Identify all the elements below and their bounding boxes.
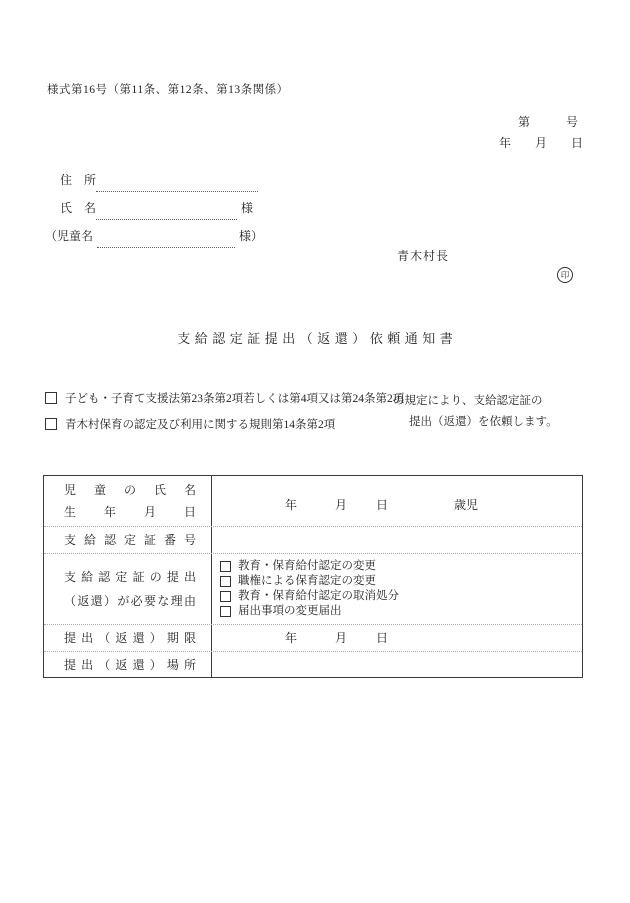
deadline-value-cell xyxy=(211,625,582,651)
doc-date-line: 年 月 日 xyxy=(498,136,583,150)
checkbox-icon[interactable] xyxy=(220,561,231,572)
reason-options-cell xyxy=(211,554,582,624)
checkbox-icon[interactable] xyxy=(45,418,57,430)
legal-basis-option-2 xyxy=(45,416,335,432)
day-label: 日 xyxy=(376,631,389,645)
year-label: 年 xyxy=(285,631,298,645)
doc-number-line: 第 号 xyxy=(517,115,578,129)
statement-line-2: 提出（返還）を依頼します。 xyxy=(409,416,558,428)
place-label-cell xyxy=(44,652,211,677)
document-title: 支給認定証提出（返還）依頼通知書 xyxy=(177,331,458,346)
age-label: 歳児 xyxy=(454,498,479,512)
seal-character: 印 xyxy=(560,269,570,280)
reason-option-3-label: 教育・保育給付認定の取消処分 xyxy=(238,590,399,602)
form-code: 様式第16号（第11条、第12条、第13条関係） xyxy=(47,84,289,96)
child-row-value xyxy=(211,476,582,526)
name-fill-line[interactable] xyxy=(96,205,237,220)
birth-date-line[interactable] xyxy=(212,496,582,514)
checkbox-icon[interactable] xyxy=(220,606,231,617)
month-label: 月 xyxy=(335,498,348,512)
reason-label-line-1: 支給認定証の提出 xyxy=(64,570,196,584)
legal-basis-option-1-label: 子ども・子育て支援法第23条第2項若しくは第4項又は第24条第2項 xyxy=(65,393,405,405)
child-name-fill-line[interactable] xyxy=(97,233,235,248)
table-row-reason xyxy=(44,553,582,624)
child-name-input-area[interactable] xyxy=(212,476,582,496)
reason-option-2-label: 職権による保育認定の変更 xyxy=(238,575,376,587)
reason-option-1 xyxy=(220,559,578,574)
place-label: 提出（返還）場所 xyxy=(64,657,196,672)
reason-option-3 xyxy=(220,589,578,604)
place-input-area[interactable] xyxy=(211,652,582,677)
table-row-child xyxy=(44,476,582,526)
deadline-label-cell xyxy=(44,625,211,651)
name-honorific: 様 xyxy=(241,201,254,215)
checkbox-icon[interactable] xyxy=(45,392,57,404)
reason-label-line-2: （返還）が必要な理由 xyxy=(64,594,196,608)
statement-line-1: の規定により、支給認定証の xyxy=(393,395,543,407)
table-row-place xyxy=(44,651,582,677)
table-row-cert-number xyxy=(44,526,582,553)
legal-basis-option-2-label: 青木村保育の認定及び利用に関する規則第14条第2項 xyxy=(65,419,336,431)
name-row xyxy=(60,199,253,216)
legal-basis-option-1 xyxy=(45,390,404,406)
day-label: 日 xyxy=(376,498,389,512)
child-name-row xyxy=(45,227,263,244)
address-label: 住 所 xyxy=(60,173,97,187)
checkbox-icon[interactable] xyxy=(220,591,231,602)
child-name-label: （児童名 xyxy=(45,229,94,243)
table-row-deadline xyxy=(44,624,582,651)
cert-number-label: 支給認定証番号 xyxy=(64,533,196,547)
checkbox-icon[interactable] xyxy=(220,576,231,587)
address-fill-line[interactable] xyxy=(96,177,258,192)
request-details-table xyxy=(43,475,583,678)
month-label: 月 xyxy=(335,631,348,645)
seal-icon xyxy=(557,267,573,283)
reason-label-cell xyxy=(44,554,211,624)
reason-option-2 xyxy=(220,574,578,589)
child-honorific: 様） xyxy=(239,229,264,243)
reason-option-4-label: 届出事項の変更届出 xyxy=(238,605,342,617)
cert-number-label-cell xyxy=(44,527,211,553)
name-label: 氏 名 xyxy=(60,201,97,215)
deadline-label: 提出（返還）期限 xyxy=(64,631,196,645)
reason-option-1-label: 教育・保育給付認定の変更 xyxy=(238,560,376,572)
cert-number-input-area[interactable] xyxy=(211,527,582,553)
child-row-label xyxy=(44,476,211,526)
reason-option-4 xyxy=(220,604,578,619)
issuer-name: 青木村長 xyxy=(397,249,450,263)
year-label: 年 xyxy=(285,498,298,512)
child-name-field-label: 児童の氏名 xyxy=(64,483,196,497)
deadline-date-line[interactable] xyxy=(212,629,388,647)
birth-date-field-label: 生年月日 xyxy=(64,505,196,519)
address-row xyxy=(60,171,258,188)
